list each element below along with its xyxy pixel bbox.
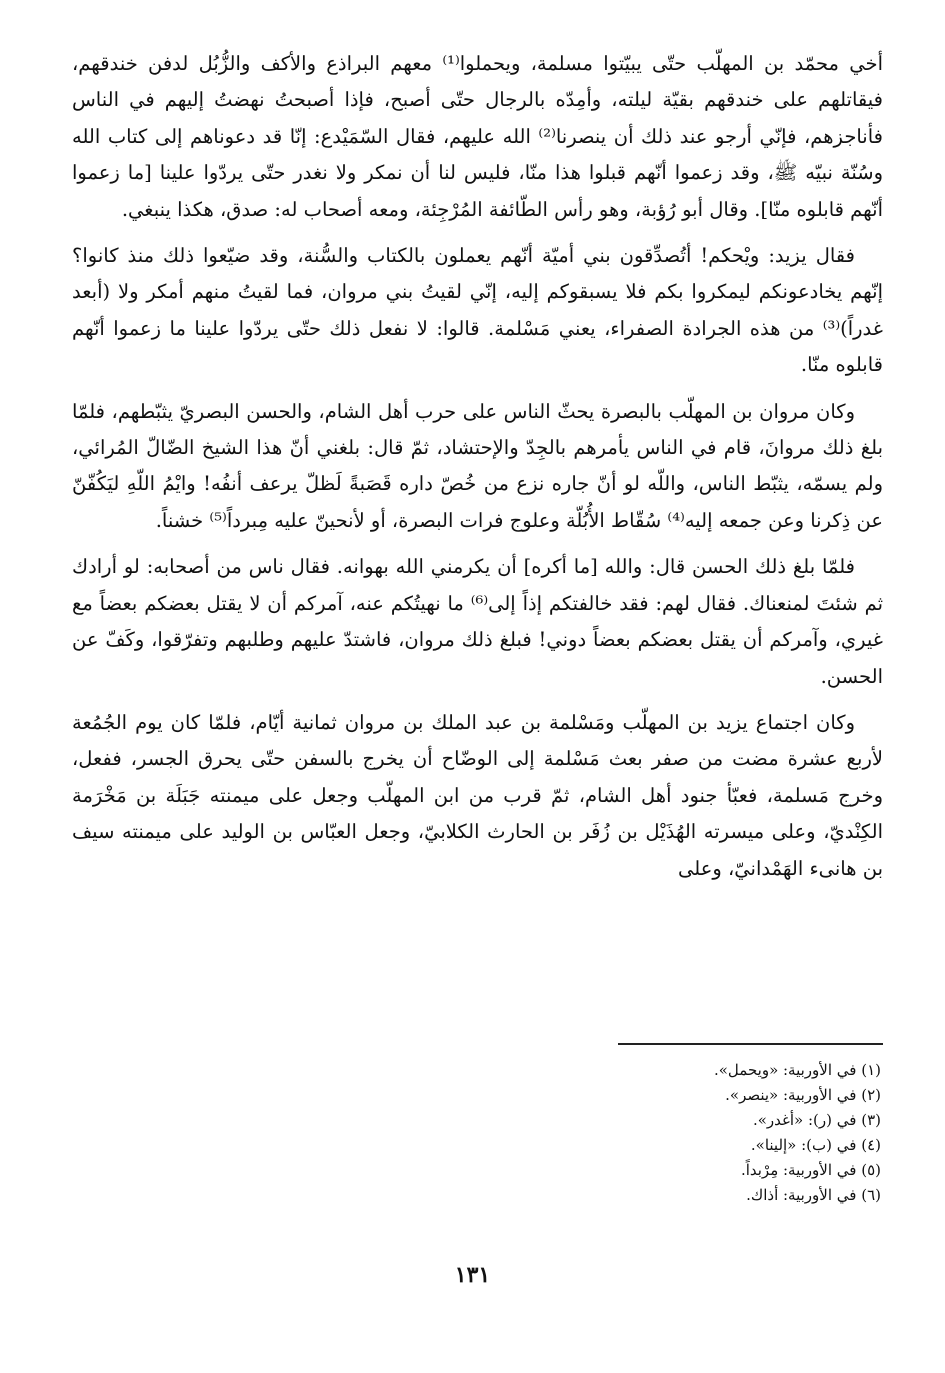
paragraph-2: فقال يزيد: ويْحكم! أتُصدِّقون بني أميّة أنّهم يعملون بالكتاب والسُّنة، وقد ضيّعوا ذلك منذ كانوا؟ إنّهم يخادعونكم ليمكروا بكم فلا يسبقوكم إليه، إنّي لقيتُ بني مروان، فما لقيتُ منهم أمكر ولا (أبعد غدراً)⁽³⁾ من هذه الجرادة الصفراء، يعني مَسْلمة. قالوا: لا نفعل ذلك حتّى يردّوا علينا ما زعموا أنّهم قابلوه منّا. xyxy=(72,244,883,377)
main-text xyxy=(72,46,883,897)
paragraph-4: فلمّا بلغ ذلك الحسن قال: والله [ما أكره] أن يكرمني الله بهوانه. فقال ناس من أصحابه: لو أرادك ثم شئتَ لمنعناك. فقال لهم: فقد خالفتكم إذاً إلى⁽⁶⁾ ما نهيتُكم عنه، آمركم أن لا يقتل بعضكم بعضاً مع غيري، وآمركم أن يقتل بعضكم بعضاً دوني! فبلغ ذلك مروان، فاشتدّ عليهم وطلبهم وتفرّقوا، وكَفّ عن الحسن. xyxy=(72,555,884,688)
footnote-6: (٦) في الأوربية: أذاك. xyxy=(746,1186,881,1204)
paragraph-3: وكان مروان بن المهلّب بالبصرة يحثّ الناس على حرب أهل الشام، والحسن البصريّ يثبّطهم، فلمّا بلغ ذلك مروانَ، قام في الناس يأمرهم بالجِدّ والإحتشاد، ثمّ قال: بلغني أنّ هذا الشيخ الضّالّ المُرائي، ولم يسمّه، يثبّط الناس، واللّه لو أنّ جاره نزع من خُصّ داره قَصَبةً لَظلّ يرعف أنفُه! وايْمُ اللّهِ ليَكُفّنّ عن ذِكرنا وعن جمعه إليه⁽⁴⁾ سُقّاط الأُبُلّة وعلوج فرات البصرة، أو لأنحينّ عليه مِبرداً⁽⁵⁾ خشناً. xyxy=(72,399,883,532)
footnote-5: (٥) في الأوربية: مِرْبداً. xyxy=(740,1161,881,1179)
footnote-divider xyxy=(618,1043,883,1045)
footnote-3: (٣) في (ر): «أغدر». xyxy=(752,1111,881,1129)
footnote-1: (١) في الأوربية: «ويحمل». xyxy=(713,1061,881,1079)
page-number: ١٣١ xyxy=(454,1262,491,1288)
footnote-2: (٢) في الأوربية: «ينصر». xyxy=(725,1086,881,1104)
footnotes xyxy=(481,1058,881,1208)
footnote-4: (٤) في (ب): «إلينا». xyxy=(750,1136,881,1154)
paragraph-5: وكان اجتماع يزيد بن المهلّب ومَسْلمة بن عبد الملك بن مروان ثمانية أيّام، فلمّا كان يوم الجُمُعة لأربع عشرة مضت من صفر بعث مَسْلمة إلى الوضّاح أن يخرج بالسفن حتّى يحرق الجسر، ففعل، وخرج مَسلمة، فعبّأ جنود أهل الشام، ثمّ قرب من ابن المهلّب وجعل على ميمنته جَبَلَة بن مَخْرَمة الكِنْديّ، وعلى ميسرته الهُذَيْل بن زُفَر بن الحارث الكلابيّ، وجعل العبّاس بن الوليد على ميمنته سيف بن هانىء الهَمْدانيّ، وعلى xyxy=(72,710,883,880)
paragraph-1: أخي محمّد بن المهلّب حتّى يبيّتوا مسلمة، ويحملوا⁽¹⁾ معهم البراذع والأكف والزُّبُل لدفن خندقهم، فيقاتلهم على خندقهم بقيّة ليلته، وأمِدّه بالرجال حتّى أصبح، فإذا أصبحتُ نهضتُ إليهم في الناس فأناجزهم، فإنّي أرجو عند ذلك أن ينصرنا⁽²⁾ الله عليهم، فقال السّمَيْدع: إنّا قد دعوناهم إلى كتاب الله وسُنّة نبيّه ﷺ، وقد زعموا أنّهم قبلوا هذا منّا، فليس لنا أن نمكر ولا نغدر حتّى يردّوا علينا [ما زعموا أنّهم قابلوه منّا]. وقال أبو رُؤبة، وهو رأس الطّائفة المُرْجِئة، ومعه أصحاب له: صدق، هكذا ينبغي. xyxy=(72,52,884,221)
